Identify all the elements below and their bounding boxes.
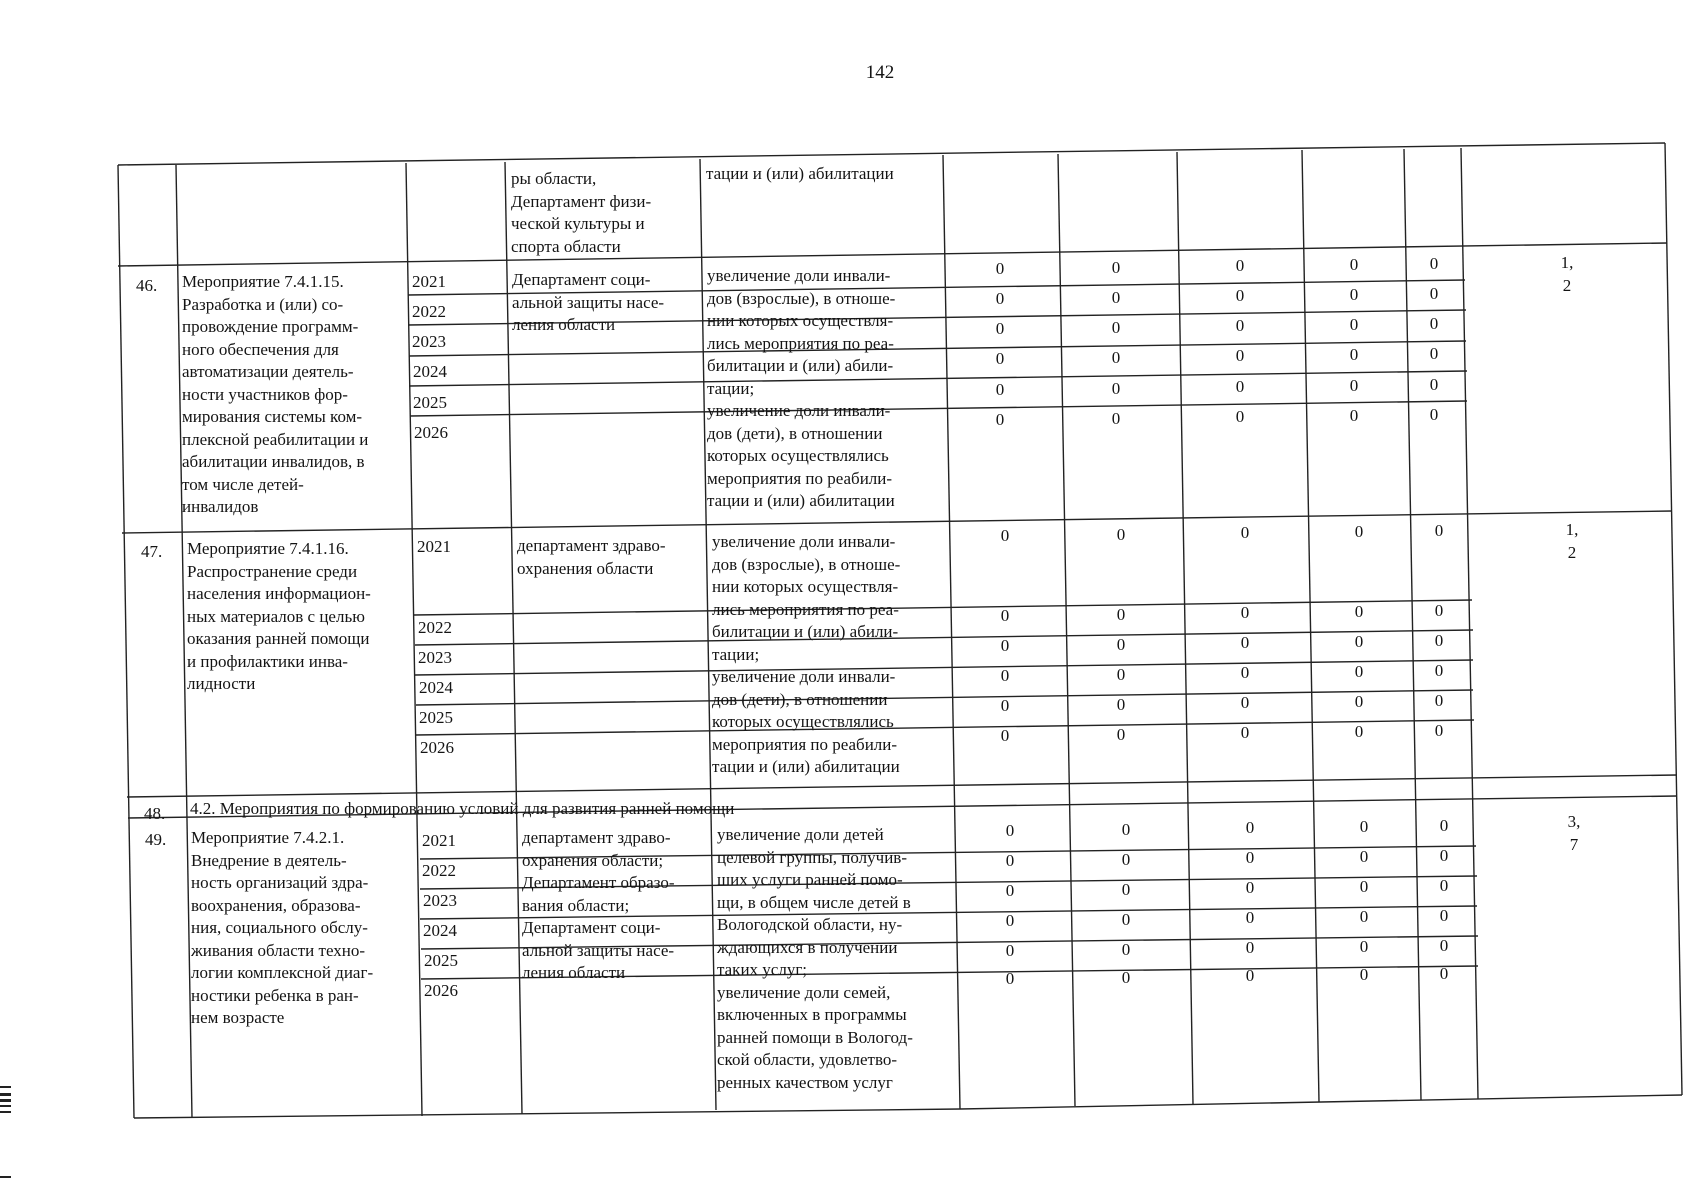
value-cell: 0 (1245, 848, 1255, 868)
value-cell: 0 (1000, 666, 1010, 685)
value-cell: 0 (1116, 524, 1126, 544)
value-cell: 0 (1235, 407, 1245, 427)
value-cell: 0 (1434, 660, 1444, 680)
row-47-measure-name: Мероприятие 7.4.1.16. Распространение среди населения информацион- ных материалов с целью оказания ранней помощи и профилактики инва- лидности (187, 539, 371, 693)
row-46-year: 2024 (413, 362, 447, 381)
value-cell: 0 (1000, 696, 1010, 715)
value-cell: 0 (1354, 692, 1364, 712)
value-cell: 0 (995, 289, 1005, 308)
row-49-executor: департамент здраво- охранения области; Департамент образо- вания области; Департамент соци- альной защиты насе- ления области (522, 828, 675, 982)
value-cell: 0 (1439, 815, 1449, 835)
value-cell: 0 (1439, 963, 1449, 983)
row-49-indicator: увеличение доли детей целевой группы, получив- ших услуги ранней помо- щи, в общем числе детей в Вологодской области, ну- ждающихся в получении таких услуг; увеличение доли семей, включенных в программы ранней помощи в Вологод- ской области, удовлетво- ренных качеством услуг (717, 825, 913, 1092)
value-cell: 0 (1434, 600, 1444, 620)
value-cell: 0 (1354, 602, 1364, 622)
value-cell: 0 (1000, 636, 1010, 655)
value-cell: 0 (1349, 345, 1359, 365)
row-49-year: 2023 (423, 891, 457, 910)
value-cell: 0 (1240, 663, 1250, 683)
row-48-section-title: 4.2. Мероприятия по формированию условий для развития ранней помощи (190, 799, 735, 818)
value-cell: 0 (1359, 847, 1369, 867)
value-cell: 0 (1111, 257, 1121, 277)
value-cell: 0 (1354, 632, 1364, 652)
scan-margin-mark (0, 1176, 11, 1178)
row-46-year: 2025 (413, 393, 447, 412)
value-cell: 0 (1359, 937, 1369, 957)
row-46-year: 2022 (412, 302, 446, 321)
row-49-year: 2025 (424, 951, 458, 970)
value-cell: 0 (1434, 630, 1444, 650)
value-cell: 0 (1245, 818, 1255, 838)
value-cell: 0 (1000, 526, 1010, 545)
value-cell: 0 (1434, 720, 1444, 740)
value-cell: 0 (1240, 633, 1250, 653)
scan-margin-mark (0, 1105, 11, 1107)
row-49-reference: 3, 7 (1567, 812, 1581, 854)
value-cell: 0 (1005, 821, 1015, 840)
row-46-executor: Департамент соци- альной защиты насе- ления области (512, 270, 665, 334)
value-cell: 0 (1235, 377, 1245, 397)
value-cell: 0 (1349, 376, 1359, 396)
value-cell: 0 (995, 349, 1005, 368)
row-49-year: 2026 (424, 981, 458, 1000)
value-cell: 0 (1000, 606, 1010, 625)
value-cell: 0 (1359, 877, 1369, 897)
value-cell: 0 (1439, 935, 1449, 955)
page-number: 142 (865, 62, 895, 83)
value-cell: 0 (1121, 819, 1131, 839)
value-cell: 0 (1349, 285, 1359, 305)
row-46-measure-name: Мероприятие 7.4.1.15. Разработка и (или) со- провождение программ- ного обеспечения для автоматизации деятель- ности участников фор- мирования системы ком- плексной реабилитации и абилитации инвалидов, в том числе детей- инвалидов (182, 272, 369, 516)
value-cell: 0 (995, 380, 1005, 399)
value-cell: 0 (1005, 851, 1015, 870)
value-cell: 0 (1116, 664, 1126, 684)
value-cell: 0 (1245, 938, 1255, 958)
value-cell: 0 (1359, 817, 1369, 837)
value-cell: 0 (1429, 283, 1439, 303)
value-cell: 0 (1349, 406, 1359, 426)
row-49-year: 2024 (423, 921, 457, 940)
value-cell: 0 (1116, 604, 1126, 624)
value-cell: 0 (1121, 879, 1131, 899)
year-subrow-lines-47 (414, 600, 1474, 735)
row-47-year: 2024 (419, 678, 453, 697)
value-cell: 0 (1359, 907, 1369, 927)
value-cell: 0 (1245, 966, 1255, 986)
value-cell: 0 (1235, 316, 1245, 336)
value-cell: 0 (995, 410, 1005, 429)
value-cell: 0 (1005, 941, 1015, 960)
value-cell: 0 (1111, 378, 1121, 398)
value-cell: 0 (1349, 255, 1359, 275)
scan-margin-mark (0, 1099, 11, 1102)
scan-margin-mark (0, 1086, 11, 1088)
value-cell: 0 (1359, 965, 1369, 985)
value-cell: 0 (1439, 875, 1449, 895)
row-47-indicator: увеличение доли инвали- дов (взрослые), в отноше- нии которых осуществля- лись мероприятия по реа- билитации и (или) абили- тации; увеличение доли инвали- дов (дети), в отношении которых осуществлялись мероприятия по реабили- тации и (или) абилитации (712, 532, 901, 776)
row-47-reference: 1, 2 (1565, 520, 1579, 562)
value-cell: 0 (1235, 286, 1245, 306)
value-cell: 0 (1349, 315, 1359, 335)
value-cell: 0 (1429, 343, 1439, 363)
value-cell: 0 (1116, 634, 1126, 654)
row-47-year: 2023 (418, 648, 452, 667)
row-49-year: 2021 (422, 831, 456, 850)
value-cell: 0 (1121, 939, 1131, 959)
value-cell: 0 (1434, 690, 1444, 710)
value-cell: 0 (1434, 520, 1444, 540)
row-46-year: 2026 (414, 423, 448, 442)
value-cell: 0 (995, 259, 1005, 278)
row-47-year: 2022 (418, 618, 452, 637)
value-cell: 0 (1111, 287, 1121, 307)
value-cell: 0 (1235, 346, 1245, 366)
value-cell: 0 (1240, 723, 1250, 743)
row-47-year: 2021 (417, 537, 451, 556)
value-cell: 0 (1111, 408, 1121, 428)
value-cell: 0 (1245, 908, 1255, 928)
value-cell: 0 (1005, 881, 1015, 900)
row-48-number: 48. (144, 804, 166, 823)
row-47-year: 2025 (419, 708, 453, 727)
value-cell: 0 (1429, 404, 1439, 424)
value-cell: 0 (1000, 726, 1010, 745)
scan-margin-mark (0, 1111, 11, 1113)
value-cell: 0 (1121, 849, 1131, 869)
value-cell: 0 (1240, 603, 1250, 623)
row-49-year: 2022 (422, 861, 456, 880)
row-46-number: 46. (136, 276, 158, 295)
row-49-number: 49. (145, 830, 167, 849)
value-cell: 0 (1240, 523, 1250, 543)
row-47-year: 2026 (420, 738, 454, 757)
row-47-executor: департамент здраво- охранения области (517, 536, 666, 578)
value-cell: 0 (1121, 967, 1131, 987)
value-cell: 0 (1429, 313, 1439, 333)
continuation-indicator: тации и (или) абилитации (706, 164, 894, 183)
row-47-number: 47. (141, 542, 163, 561)
scan-margin-mark (0, 1093, 11, 1096)
value-cell: 0 (1005, 911, 1015, 930)
continuation-executor: ры области, Департамент физи- ческой культуры и спорта области (511, 169, 652, 256)
row-46-indicator: увеличение доли инвали- дов (взрослые), в отноше- нии которых осуществля- лись мероприятия по реа- билитации и (или) абили- тации; увеличение доли инвали- дов (дети), в отношении которых осуществлялись мероприятия по реабили- тации и (или) абилитации (707, 266, 896, 510)
value-cell: 0 (1354, 662, 1364, 682)
value-cell: 0 (1116, 694, 1126, 714)
value-cell: 0 (1111, 317, 1121, 337)
value-cell: 0 (1005, 969, 1015, 988)
value-cell: 0 (1354, 522, 1364, 542)
value-cell: 0 (1111, 347, 1121, 367)
row-46-year: 2023 (412, 332, 446, 351)
row-46-reference: 1, 2 (1560, 253, 1574, 295)
value-cell: 0 (1439, 905, 1449, 925)
row-49-measure-name: Мероприятие 7.4.2.1. Внедрение в деятель- ность организаций здра- воохранения, образова- ния, социального обслу- живания области техно- логии комплексной диаг- ностики ребенка в ран- нем возрасте (191, 828, 374, 1027)
value-cell: 0 (1354, 722, 1364, 742)
value-cell: 0 (1121, 909, 1131, 929)
value-cell: 0 (1116, 724, 1126, 744)
value-cell: 0 (995, 319, 1005, 338)
value-cell: 0 (1245, 878, 1255, 898)
value-cell: 0 (1429, 374, 1439, 394)
row-46-year: 2021 (412, 272, 446, 291)
value-cell: 0 (1439, 845, 1449, 865)
value-cell: 0 (1235, 256, 1245, 276)
value-cell: 0 (1240, 693, 1250, 713)
value-cell: 0 (1429, 253, 1439, 273)
